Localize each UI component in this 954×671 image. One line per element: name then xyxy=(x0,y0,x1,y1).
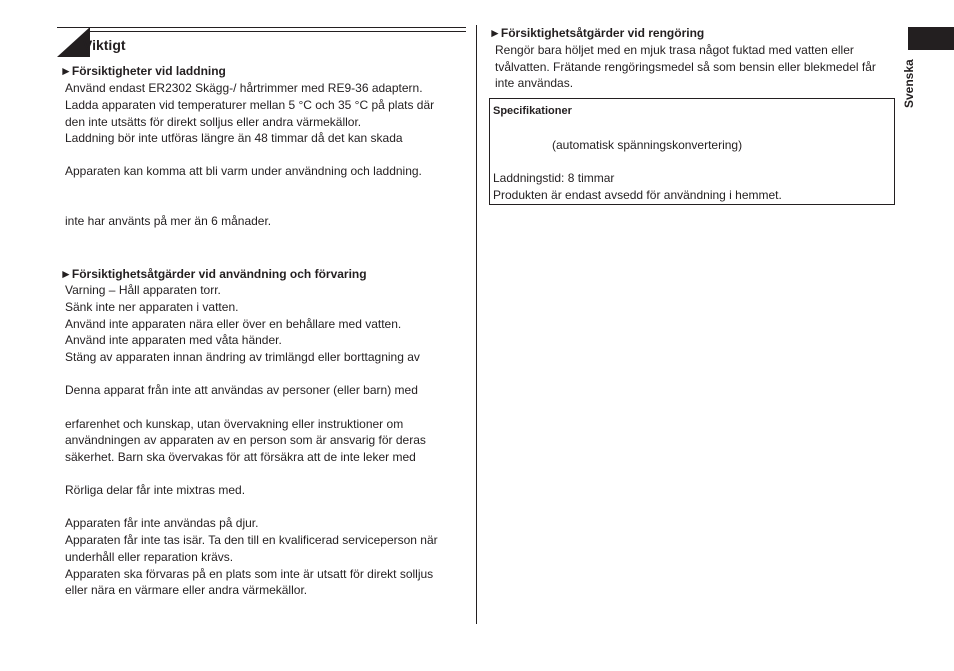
specifications-heading: Specifikationer xyxy=(493,105,572,117)
usage-line: Apparaten får inte användas på djur. xyxy=(65,516,259,530)
usage-line: Apparaten får inte tas isär. Ta den till en kvalificerad serviceperson när xyxy=(65,533,438,547)
usage-line: Använd inte apparaten med våta händer. xyxy=(65,333,282,347)
charging-line: Använd endast ER2302 Skägg-/ hårtrimmer med RE9-36 adaptern. xyxy=(65,81,423,95)
usage-line: underhåll eller reparation krävs. xyxy=(65,550,234,564)
header-rule-top xyxy=(57,27,466,28)
usage-line: Varning – Håll apparaten torr. xyxy=(65,283,221,297)
usage-line: Denna apparat från inte att användas av personer (eller barn) med xyxy=(65,383,418,397)
language-label-text: Svenska xyxy=(902,59,916,108)
usage-line: erfarenhet och kunskap, utan övervakning eller instruktioner om xyxy=(65,417,404,431)
usage-line: säkerhet. Barn ska övervakas för att försäkra att de inte leker med xyxy=(65,450,416,464)
charging-line: Laddning bör inte utföras längre än 48 timmar då det kan skada xyxy=(65,131,403,145)
usage-line: Stäng av apparaten innan ändring av trimlängd eller borttagning av xyxy=(65,350,420,364)
charging-heading: ►Försiktigheter vid laddning xyxy=(60,64,226,78)
charging-line: Apparaten kan komma att bli varm under användning och laddning. xyxy=(65,164,422,178)
usage-heading: ►Försiktighetsåtgärder vid användning och förvaring xyxy=(60,267,367,281)
usage-line: Rörliga delar får inte mixtras med. xyxy=(65,483,246,497)
cleaning-line: tvålvatten. Frätande rengöringsmedel så som bensin eller blekmedel får xyxy=(495,60,876,74)
cleaning-heading: ►Försiktighetsåtgärder vid rengöring xyxy=(489,26,705,40)
charging-line: den inte utsätts för direkt solljus eller andra värmekällor. xyxy=(65,115,362,129)
header-rule-bottom xyxy=(90,31,466,32)
language-label xyxy=(890,50,940,110)
spec-line: (automatisk spänningskonvertering) xyxy=(552,138,743,152)
important-heading: Viktigt xyxy=(83,37,126,53)
spec-line: Produkten är endast avsedd för användning i hemmet. xyxy=(493,188,782,202)
charging-line: Ladda apparaten vid temperaturer mellan 5 °C och 35 °C på plats där xyxy=(65,98,435,112)
spec-line: Laddningstid: 8 timmar xyxy=(493,171,615,185)
usage-line: Apparaten ska förvaras på en plats som inte är utsatt för direkt solljus xyxy=(65,567,434,581)
charging-line: inte har använts på mer än 6 månader. xyxy=(65,214,272,228)
language-tab-marker xyxy=(908,27,954,50)
usage-line: Använd inte apparaten nära eller över en behållare med vatten. xyxy=(65,317,402,331)
usage-line: eller nära en värmare eller andra värmekällor. xyxy=(65,583,308,597)
usage-line: användningen av apparaten av en person som är ansvarig för deras xyxy=(65,433,426,447)
cleaning-line: inte användas. xyxy=(495,76,574,90)
usage-line: Sänk inte ner apparaten i vatten. xyxy=(65,300,239,314)
column-divider xyxy=(476,25,477,624)
cleaning-line: Rengör bara höljet med en mjuk trasa något fuktad med vatten eller xyxy=(495,43,854,57)
